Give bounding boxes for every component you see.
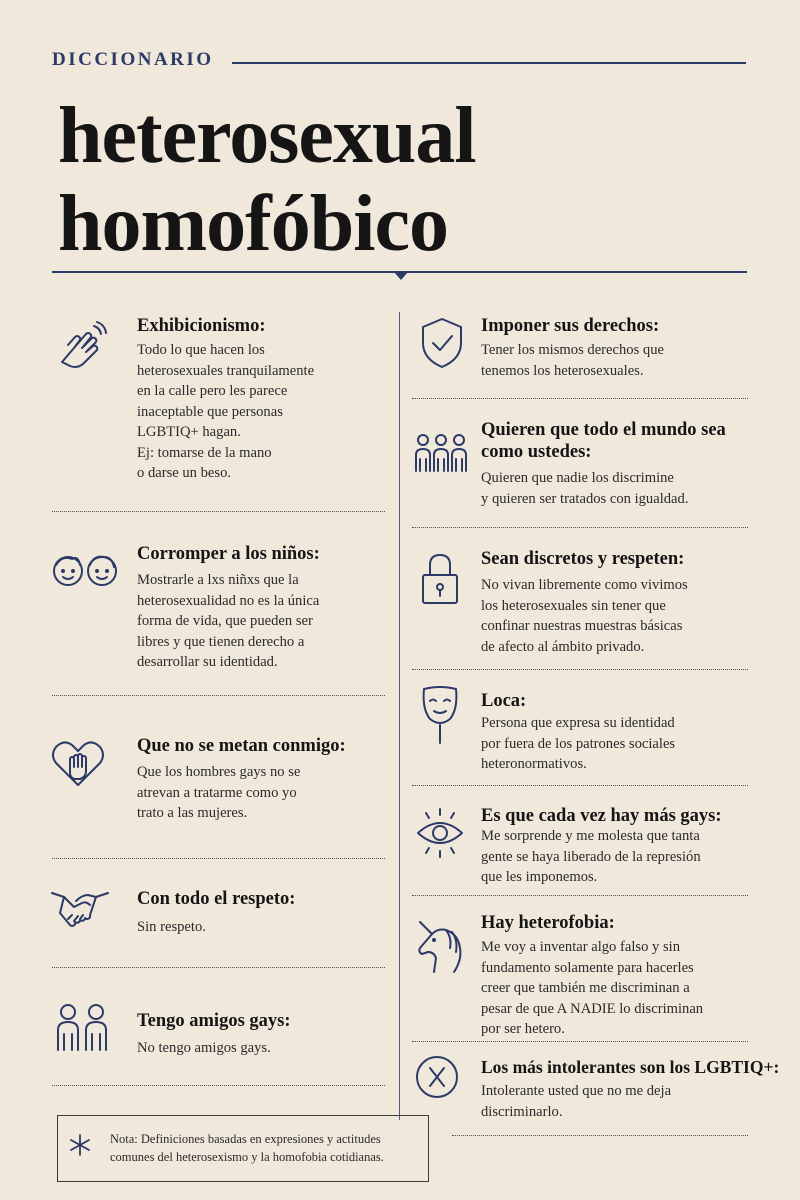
term-corromper-ninos: Corromper a los niños: <box>137 544 320 564</box>
definition-no-se-metan: Que los hombres gays no se atrevan a tratarme como yo trato a las mujeres. <box>137 764 301 821</box>
two-people-icon <box>52 1000 112 1054</box>
term-exhibicionismo: Exhibicionismo: <box>137 316 266 336</box>
footnote-box <box>57 1115 429 1182</box>
definition-mas-gays: Me sorprende y me molesta que tanta gente se haya liberado de la represión que les imponemos. <box>481 828 701 885</box>
padlock-icon <box>420 551 460 607</box>
definition-sean-discretos: No vivan libremente como vivimos los heterosexuales sin tener que confinar nuestras muestras básicas de afecto al ámbito privado. <box>481 577 688 655</box>
definition-corromper-ninos: Mostrarle a lxs niñxs que la heterosexualidad no es la única forma de vida, que pueden ser libres y que tienen derecho a desarrollar su identidad. <box>137 572 320 670</box>
entry-separator <box>412 398 748 399</box>
term-no-se-metan: Que no se metan conmigo: <box>137 736 346 756</box>
definition-imponer-derechos: Tener los mismos derechos que tenemos los heterosexuales. <box>481 342 664 379</box>
column-divider <box>399 312 400 1120</box>
term-mas-intolerantes: Los más intolerantes son los LGBTIQ+: <box>481 1057 780 1077</box>
entry-separator <box>52 1085 385 1086</box>
page-title-line-1: heterosexual <box>58 92 476 180</box>
term-amigos-gays: Tengo amigos gays: <box>137 1011 291 1031</box>
unicorn-icon <box>414 918 466 976</box>
kicker-divider <box>232 62 746 64</box>
term-heterofobia: Hay heterofobia: <box>481 913 615 933</box>
entry-separator <box>52 511 385 512</box>
children-faces-icon <box>50 545 120 593</box>
definition-exhibicionismo: Todo lo que hacen los heterosexuales tranquilamente en la calle pero les parece inaceptable que personas LGBTIQ+ hagan. Ej: tomarse de la mano o darse un beso. <box>137 342 315 481</box>
group-people-icon <box>414 431 468 475</box>
mask-icon <box>418 685 462 747</box>
eye-icon <box>414 805 466 861</box>
term-sean-discretos: Sean discretos y respeten: <box>481 549 685 569</box>
term-todo-el-mundo: Quieren que todo el mundo sea como ustedes: <box>481 420 726 462</box>
entry-separator <box>52 858 385 859</box>
definition-todo-el-mundo: Quieren que nadie los discrimine y quieren ser tratados con igualdad. <box>481 470 689 507</box>
heart-hand-icon <box>50 735 106 791</box>
section-kicker: DICCIONARIO <box>52 49 214 70</box>
entry-separator <box>412 785 748 786</box>
definition-heterofobia: Me voy a inventar algo falso y sin fundamento solamente para hacerles creer que también me discriminan a pesar de que A NADIE lo discriminan por ser hetero. <box>481 939 704 1037</box>
entry-separator <box>412 527 748 528</box>
term-con-todo-respeto: Con todo el respeto: <box>137 889 296 909</box>
x-circle-icon <box>413 1053 461 1101</box>
term-mas-gays: Es que cada vez hay más gays: <box>481 806 722 826</box>
definition-mas-intolerantes: Intolerante usted que no me deja discriminarlo. <box>481 1083 672 1120</box>
title-rule-notch <box>394 272 408 280</box>
asterisk-icon <box>68 1133 92 1157</box>
entry-separator <box>452 1135 748 1136</box>
entry-separator <box>52 967 385 968</box>
entry-separator <box>412 669 748 670</box>
shield-check-icon <box>417 315 467 371</box>
definition-con-todo-respeto: Sin respeto. <box>137 919 206 935</box>
entry-separator <box>412 895 748 896</box>
term-imponer-derechos: Imponer sus derechos: <box>481 316 660 336</box>
footnote-text: Nota: Definiciones basadas en expresiones y actitudes comunes del heterosexismo y la homofobia cotidianas. <box>110 1132 384 1164</box>
handshake-icon <box>50 883 110 933</box>
term-loca: Loca: <box>481 691 527 711</box>
page-title-line-2: homofóbico <box>58 180 448 268</box>
entry-separator <box>52 695 385 696</box>
entry-separator <box>412 1041 748 1042</box>
definition-amigos-gays: No tengo amigos gays. <box>137 1040 271 1056</box>
definition-loca: Persona que expresa su identidad por fuera de los patrones sociales heteronormativos. <box>481 715 676 772</box>
waving-hand-icon <box>52 318 108 374</box>
